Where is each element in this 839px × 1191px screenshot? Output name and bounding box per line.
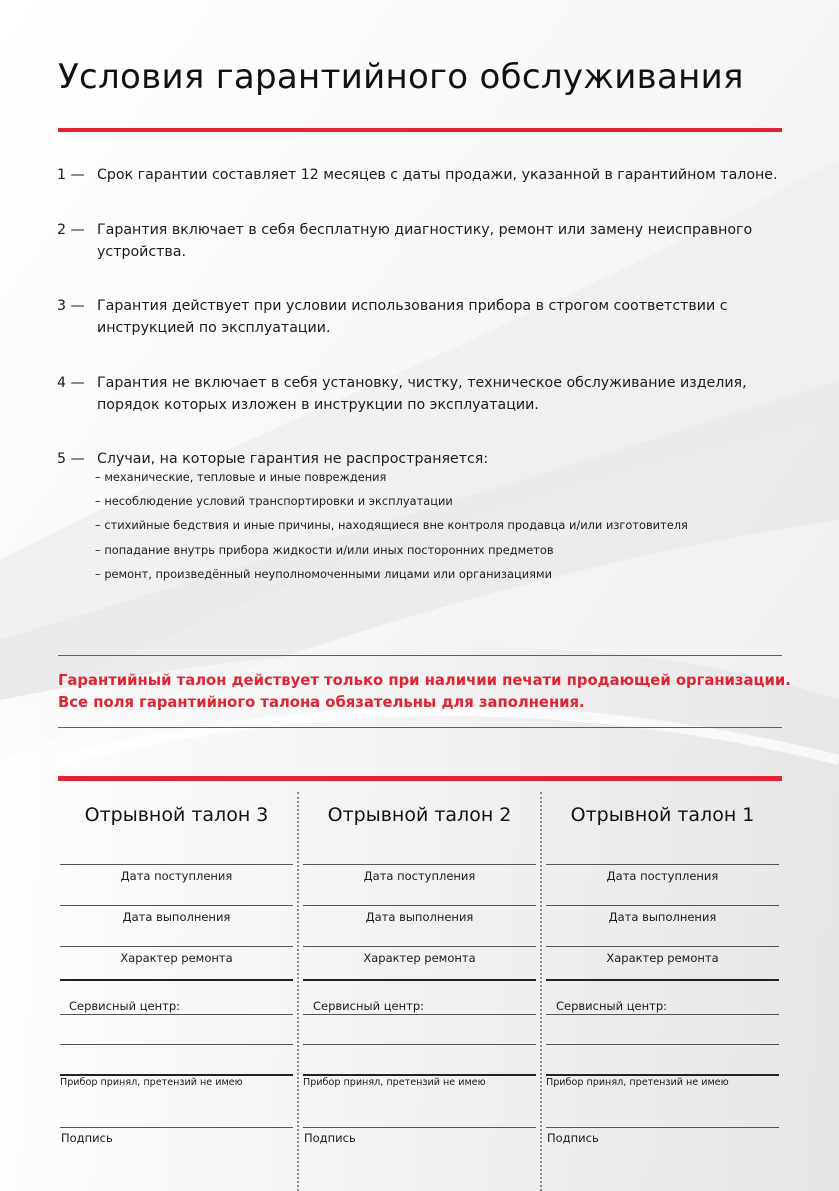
list-item: – стихийные бедствия и иные причины, находящиеся вне контроля продавца и/или изготовителя bbox=[95, 518, 688, 533]
coupon-title: Отрывной талон 3 bbox=[84, 804, 269, 826]
coupons-top-rule bbox=[58, 776, 782, 781]
service-center-label: Сервисный центр: bbox=[69, 999, 181, 1013]
repair-type-line[interactable] bbox=[60, 946, 293, 947]
accepted-line[interactable] bbox=[546, 1127, 779, 1128]
condition-text: Случаи, на которые гарантия не распространяется: bbox=[97, 451, 489, 467]
condition-text: Гарантия включает в себя бесплатную диагностику, ремонт или замену неисправного устройства. bbox=[97, 222, 753, 260]
accepted-line[interactable] bbox=[60, 1127, 293, 1128]
coupon-1 bbox=[546, 790, 779, 1190]
date-received-line[interactable] bbox=[303, 864, 536, 865]
tear-line[interactable] bbox=[297, 792, 299, 1191]
page-title: Условия гарантийного обслуживания bbox=[58, 57, 744, 97]
signature-label: Подпись bbox=[304, 1131, 356, 1145]
coupon-title: Отрывной талон 2 bbox=[327, 804, 512, 826]
notice bbox=[58, 670, 798, 714]
condition-text: Гарантия не включает в себя установку, чистку, техническое обслуживание изделия, порядок которых изложен в инструкции по эксплуатации. bbox=[97, 375, 747, 413]
service-center-line-2[interactable] bbox=[303, 1044, 536, 1045]
tear-line[interactable] bbox=[540, 792, 542, 1191]
notice-bottom-rule bbox=[58, 727, 782, 728]
coupon-title: Отрывной талон 1 bbox=[570, 804, 755, 826]
repair-type-label: Характер ремонта bbox=[606, 951, 719, 965]
section-divider bbox=[546, 979, 779, 981]
repair-type-line[interactable] bbox=[546, 946, 779, 947]
notice-top-rule bbox=[58, 655, 782, 656]
date-completed-line[interactable] bbox=[546, 905, 779, 906]
service-center-label: Сервисный центр: bbox=[313, 999, 425, 1013]
date-received-label: Дата поступления bbox=[363, 869, 476, 883]
date-completed-line[interactable] bbox=[303, 905, 536, 906]
service-center-line[interactable] bbox=[546, 1014, 779, 1015]
condition-number: 5 — bbox=[57, 451, 85, 467]
list-item: – ремонт, произведённый неуполномоченными лицами или организациями bbox=[95, 566, 552, 581]
date-received-label: Дата поступления bbox=[120, 869, 233, 883]
accepted-line[interactable] bbox=[303, 1127, 536, 1128]
date-completed-label: Дата выполнения bbox=[122, 910, 231, 924]
condition-number: 2 — bbox=[57, 222, 85, 238]
notice-line-1: Гарантийный талон действует только при наличии печати продающей организации. bbox=[58, 672, 791, 689]
condition-text: Гарантия действует при условии использования прибора в строгом соответствии с инструкцией по эксплуатации. bbox=[97, 298, 728, 336]
condition-text: Срок гарантии составляет 12 месяцев с даты продажи, указанной в гарантийном талоне. bbox=[97, 167, 778, 183]
title-underline bbox=[58, 128, 782, 132]
service-center-line[interactable] bbox=[60, 1014, 293, 1015]
repair-type-label: Характер ремонта bbox=[120, 951, 233, 965]
signature-label: Подпись bbox=[61, 1131, 113, 1145]
date-received-label: Дата поступления bbox=[606, 869, 719, 883]
repair-type-line[interactable] bbox=[303, 946, 536, 947]
condition-number: 4 — bbox=[57, 375, 85, 391]
exclusions-list bbox=[95, 465, 795, 586]
condition-1 bbox=[57, 164, 797, 186]
condition-3 bbox=[57, 295, 797, 339]
condition-4 bbox=[57, 372, 797, 416]
list-item: – несоблюдение условий транспортировки и эксплуатации bbox=[95, 494, 453, 509]
accepted-label: Прибор принял, претензий не имею bbox=[546, 1077, 729, 1088]
date-completed-label: Дата выполнения bbox=[608, 910, 717, 924]
condition-number: 3 — bbox=[57, 298, 85, 314]
signature-label: Подпись bbox=[547, 1131, 599, 1145]
date-received-line[interactable] bbox=[60, 864, 293, 865]
repair-type-label: Характер ремонта bbox=[363, 951, 476, 965]
service-center-line-2[interactable] bbox=[546, 1044, 779, 1045]
accepted-label: Прибор принял, претензий не имею bbox=[303, 1077, 486, 1088]
service-center-label: Сервисный центр: bbox=[556, 999, 668, 1013]
service-center-line-2[interactable] bbox=[60, 1044, 293, 1045]
condition-number: 1 — bbox=[57, 167, 85, 183]
accepted-label: Прибор принял, претензий не имею bbox=[60, 1077, 243, 1088]
condition-2 bbox=[57, 219, 797, 263]
list-item: – попадание внутрь прибора жидкости и/или иных посторонних предметов bbox=[95, 542, 554, 557]
section-divider bbox=[60, 979, 293, 981]
coupon-2 bbox=[303, 790, 536, 1190]
coupon-3 bbox=[60, 790, 293, 1190]
notice-line-2: Все поля гарантийного талона обязательны для заполнения. bbox=[58, 694, 585, 711]
section-divider bbox=[303, 979, 536, 981]
list-item: – механические, тепловые и иные повреждения bbox=[95, 470, 387, 484]
date-completed-label: Дата выполнения bbox=[365, 910, 474, 924]
date-completed-line[interactable] bbox=[60, 905, 293, 906]
service-center-line[interactable] bbox=[303, 1014, 536, 1015]
date-received-line[interactable] bbox=[546, 864, 779, 865]
